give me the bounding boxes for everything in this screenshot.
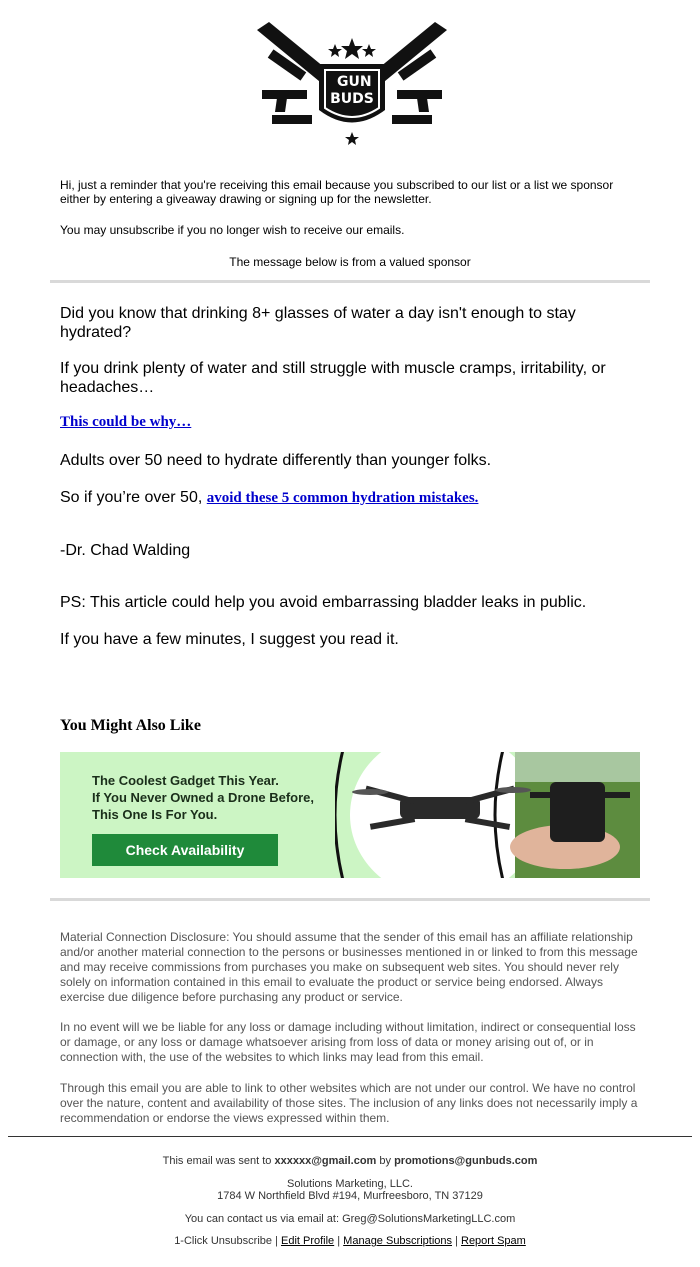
- report-spam-link[interactable]: Report Spam: [461, 1235, 526, 1247]
- divider: [50, 280, 650, 283]
- sponsor-note: The message below is from a valued sponsor: [229, 255, 471, 269]
- check-availability-button[interactable]: Check Availability: [92, 834, 278, 866]
- ps-paragraph: PS: This article could help you avoid embarrassing bladder leaks in public.: [60, 594, 587, 611]
- banner-line-2: If You Never Owned a Drone Before,: [92, 790, 315, 805]
- separator: |: [452, 1235, 461, 1247]
- company-address: 1784 W Northfield Blvd #194, Murfreesboro, TN 37129: [217, 1190, 483, 1202]
- message-paragraph-2: If you drink plenty of water and still struggle with muscle cramps, irritability, or headaches…: [60, 360, 606, 396]
- paragraph-4-prefix: So if you’re over 50,: [60, 489, 207, 506]
- subscription-reminder: Hi, just a reminder that you're receiving this email because you subscribed to our list or a list we sponsor either by entering a giveaway drawing or signing up for the newsletter.: [60, 178, 614, 206]
- company-name: Solutions Marketing, LLC.: [287, 1178, 413, 1190]
- gunbuds-logo[interactable]: [257, 20, 447, 150]
- promo-heading: You Might Also Like: [60, 717, 201, 734]
- drone-image: [335, 752, 640, 878]
- liability-disclaimer: In no event will we be liable for any loss or damage including without limitation, indirect or consequential loss or damage, or any loss or damage whatsoever arising from loss of data or money arising out of, or in connection with, the use of the websites to which links may lead from this email.: [60, 1020, 636, 1064]
- separator: |: [272, 1235, 281, 1247]
- one-click-unsubscribe[interactable]: 1-Click Unsubscribe: [174, 1235, 272, 1247]
- sender-email: promotions@gunbuds.com: [394, 1155, 538, 1167]
- drone-ad-banner[interactable]: [60, 752, 640, 878]
- closing-paragraph: If you have a few minutes, I suggest you read it.: [60, 631, 399, 648]
- divider: [50, 898, 650, 901]
- article-link-2[interactable]: avoid these 5 common hydration mistakes.: [206, 490, 479, 506]
- material-disclosure: Material Connection Disclosure: You should assume that the sender of this email has an affiliate relationship and/or another material connection to the persons or businesses mentioned in or linked to from this message and may receive commissions from purchases you make on subsequent web sites. You should never rely solely on information contained in this email to evaluate the product or service being endorsed. Always exercise due diligence before purchasing any product or service.: [60, 930, 638, 1004]
- message-paragraph-4: [60, 488, 640, 508]
- banner-line-3: This One Is For You.: [92, 807, 218, 822]
- unsubscribe-note: You may unsubscribe if you no longer wish to receive our emails.: [60, 223, 405, 237]
- footer-divider: [8, 1136, 692, 1137]
- signature: -Dr. Chad Walding: [60, 542, 191, 559]
- sent-prefix: This email was sent to: [162, 1155, 275, 1167]
- footer-links: [0, 1235, 700, 1248]
- external-links-disclaimer: Through this email you are able to link to other websites which are not under our control. We have no control over the nature, content and availability of those sites. The inclusion of any links does not necessarily imply a recommendation or endorse the views expressed within them.: [60, 1081, 638, 1125]
- sent-to-line: [0, 1155, 700, 1168]
- manage-subscriptions-link[interactable]: Manage Subscriptions: [343, 1235, 453, 1247]
- edit-profile-link[interactable]: Edit Profile: [280, 1235, 335, 1247]
- logo-text-1: GUN: [337, 74, 372, 90]
- banner-line-1: The Coolest Gadget This Year.: [92, 773, 279, 788]
- sent-by: by: [376, 1155, 395, 1167]
- message-paragraph-1: Did you know that drinking 8+ glasses of water a day isn't enough to stay hydrated?: [60, 305, 576, 341]
- separator: |: [334, 1235, 344, 1247]
- logo-text-2: BUDS: [330, 91, 374, 107]
- article-link-1[interactable]: This could be why…: [60, 414, 192, 430]
- recipient-email: xxxxxx@gmail.com: [274, 1155, 377, 1167]
- message-paragraph-3: Adults over 50 need to hydrate differently than younger folks.: [60, 452, 492, 469]
- contact-line: You can contact us via email at: Greg@SolutionsMarketingLLC.com: [184, 1213, 516, 1225]
- banner-headline: [92, 772, 314, 823]
